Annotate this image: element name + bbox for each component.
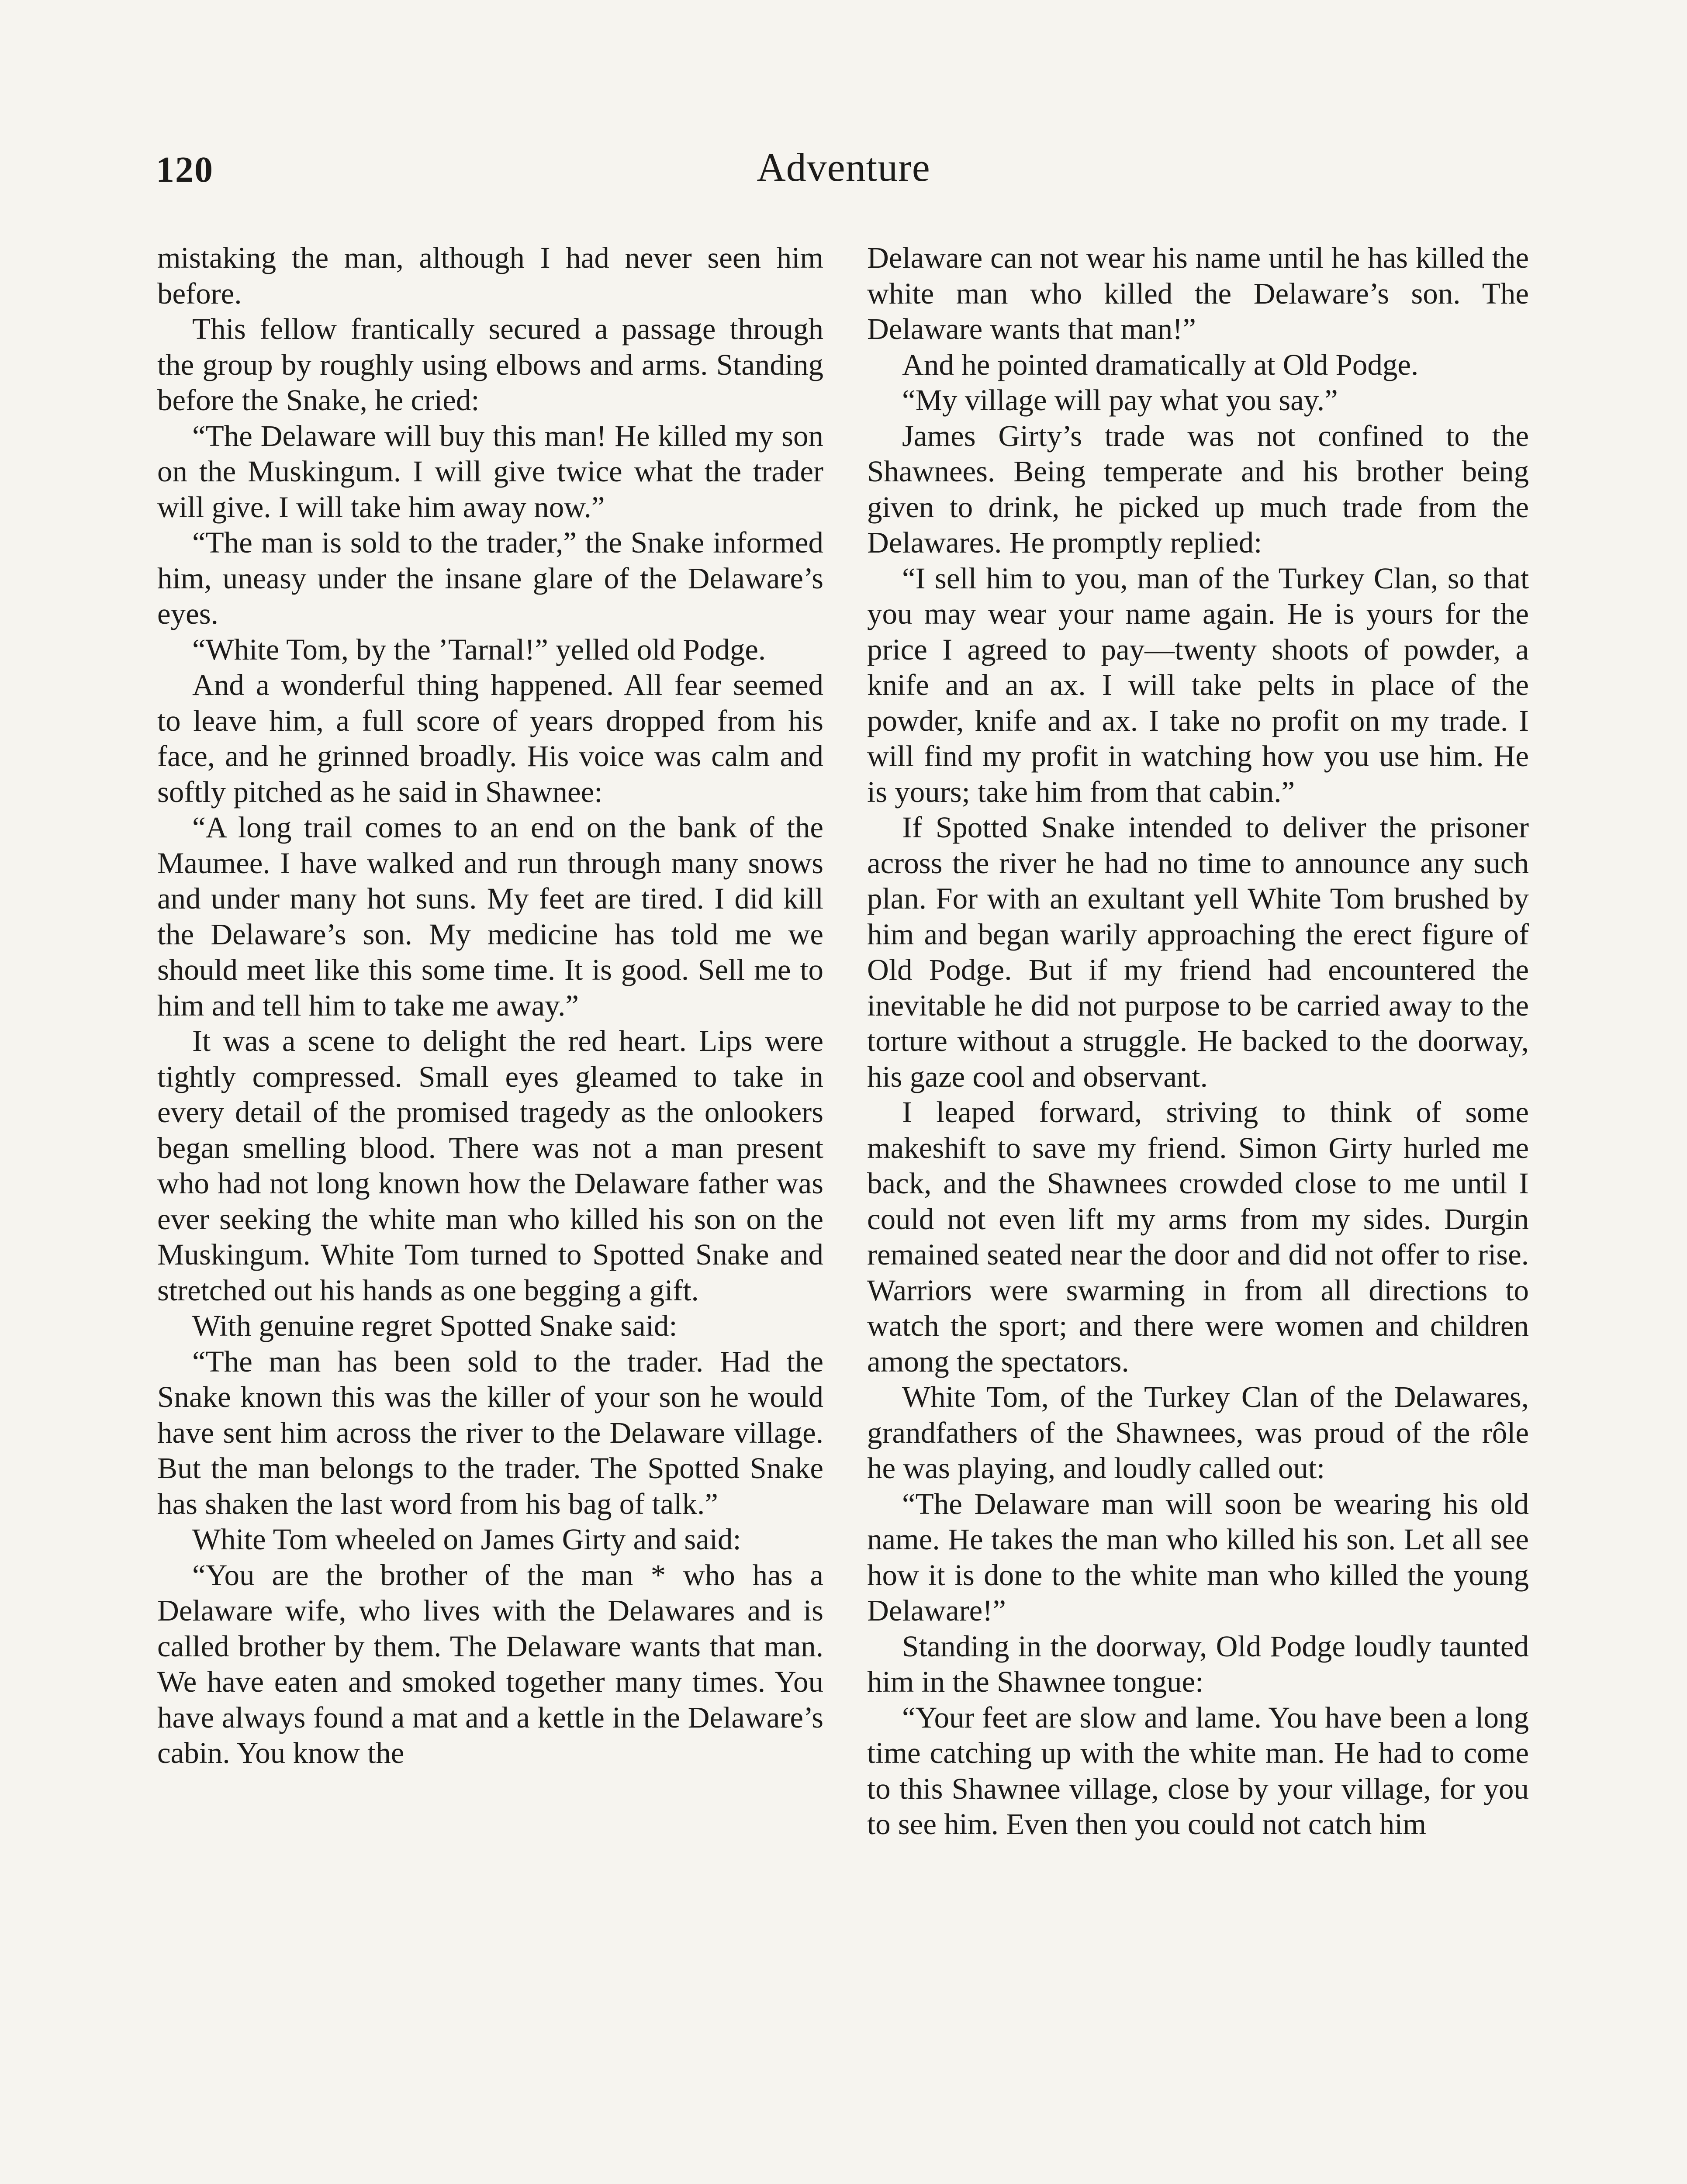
- paragraph: White Tom wheeled on James Girty and said:: [192, 1523, 741, 1556]
- paragraph: “You are the brother of the man * who has a Delaware wife, who lives with the Delawares and is called brother by them. The Delaware wants that man. We have eaten and smoked together many times. You have always found a mat and a kettle in the Delaware’s cabin. You know the: [157, 1558, 823, 1769]
- paragraph: This fellow frantically secured a passage through the group by roughly using elbows and arms. Standing before the Snake, he cried:: [157, 312, 823, 417]
- paragraph: If Spotted Snake intended to deliver the prisoner across the river he had no time to announce any such plan. For with an exultant yell White Tom brushed by him and began warily approaching the erect figure of Old Podge. But if my friend had encountered the inevitable he did not purpose to be carried away to the torture without a struggle. He backed to the doorway, his gaze cool and observant.: [867, 811, 1529, 1093]
- paragraph: mistaking the man, although I had never seen him before.: [157, 241, 823, 310]
- paragraph: “The Delaware will buy this man! He killed my son on the Muskingum. I will give twice what the trader will give. I will take him away now.”: [157, 419, 823, 524]
- paragraph: “The Delaware man will soon be wearing his old name. He takes the man who killed his son. Let all see how it is done to the white man who killed the young Delaware!”: [867, 1487, 1529, 1627]
- page-number: 120: [156, 149, 214, 190]
- paragraph: And a wonderful thing happened. All fear seemed to leave him, a full score of years dropped from his face, and he grinned broadly. His voice was calm and softly pitched as he said in Shawnee:: [157, 668, 823, 809]
- paragraph: I leaped forward, striving to think of some makeshift to save my friend. Simon Girty hurled me back, and the Shawnees crowded close to me until I could not even lift my arms from my sides. Durgin remained seated near the door and did not offer to rise. Warriors were swarming in from all directions to watch the sport; and there were women and children among the spectators.: [867, 1095, 1529, 1378]
- paragraph: With genuine regret Spotted Snake said:: [192, 1309, 678, 1342]
- paragraph: Standing in the doorway, Old Podge loudly taunted him in the Shawnee tongue:: [867, 1629, 1529, 1698]
- paragraph: “White Tom, by the ’Tarnal!” yelled old Podge.: [192, 632, 766, 666]
- paragraph: “The man is sold to the trader,” the Snake informed him, uneasy under the insane glare of the Delaware’s eyes.: [157, 526, 823, 630]
- paragraph: “A long trail comes to an end on the bank of the Maumee. I have walked and run through many snows and under many hot suns. My feet are tired. I did kill the Delaware’s son. My medicine has told me we should meet like this some time. It is good. Sell me to him and tell him to take me away.”: [157, 811, 823, 1022]
- paragraph: “Your feet are slow and lame. You have been a long time catching up with the white man. He had to come to this Shawnee village, close by your village, for you to see him. Even then you could not catch him: [867, 1700, 1529, 1841]
- paragraph: Delaware can not wear his name until he has killed the white man who killed the Delaware’s son. The Delaware wants that man!”: [867, 241, 1529, 346]
- paragraph: And he pointed dramatically at Old Podge.: [902, 348, 1419, 381]
- paragraph: It was a scene to delight the red heart. Lips were tightly compressed. Small eyes gleamed to take in every detail of the promised tragedy as the onlookers began smelling blood. There was not a man present who had not long known how the Delaware father was ever seeking the white man who killed his son on the Muskingum. White Tom turned to Spotted Snake and stretched out his hands as one begging a gift.: [157, 1024, 823, 1307]
- paragraph: “The man has been sold to the trader. Had the Snake known this was the killer of your son he would have sent him across the river to the Delaware village. But the man belongs to the trader. The Spotted Snake has shaken the last word from his bag of talk.”: [157, 1344, 823, 1521]
- paragraph: “I sell him to you, man of the Turkey Clan, so that you may wear your name again. He is yours for the price I agreed to pay—twenty shoots of powder, a knife and an ax. I will take pelts in place of the powder, knife and ax. I take no profit on my trade. I will find my profit in watching how you use him. He is yours; take him from that cabin.”: [867, 561, 1529, 809]
- running-title: Adventure: [757, 145, 930, 190]
- paragraph: White Tom, of the Turkey Clan of the Delawares, grandfathers of the Shawnees, was proud of the rôle he was playing, and loudly called out:: [867, 1380, 1529, 1485]
- right-text-column: [867, 240, 1529, 1842]
- left-text-column: [157, 240, 823, 1771]
- paragraph: “My village will pay what you say.”: [902, 384, 1338, 417]
- paragraph: James Girty’s trade was not confined to the Shawnees. Being temperate and his brother being given to drink, he picked up much trade from the Delawares. He promptly replied:: [867, 419, 1529, 559]
